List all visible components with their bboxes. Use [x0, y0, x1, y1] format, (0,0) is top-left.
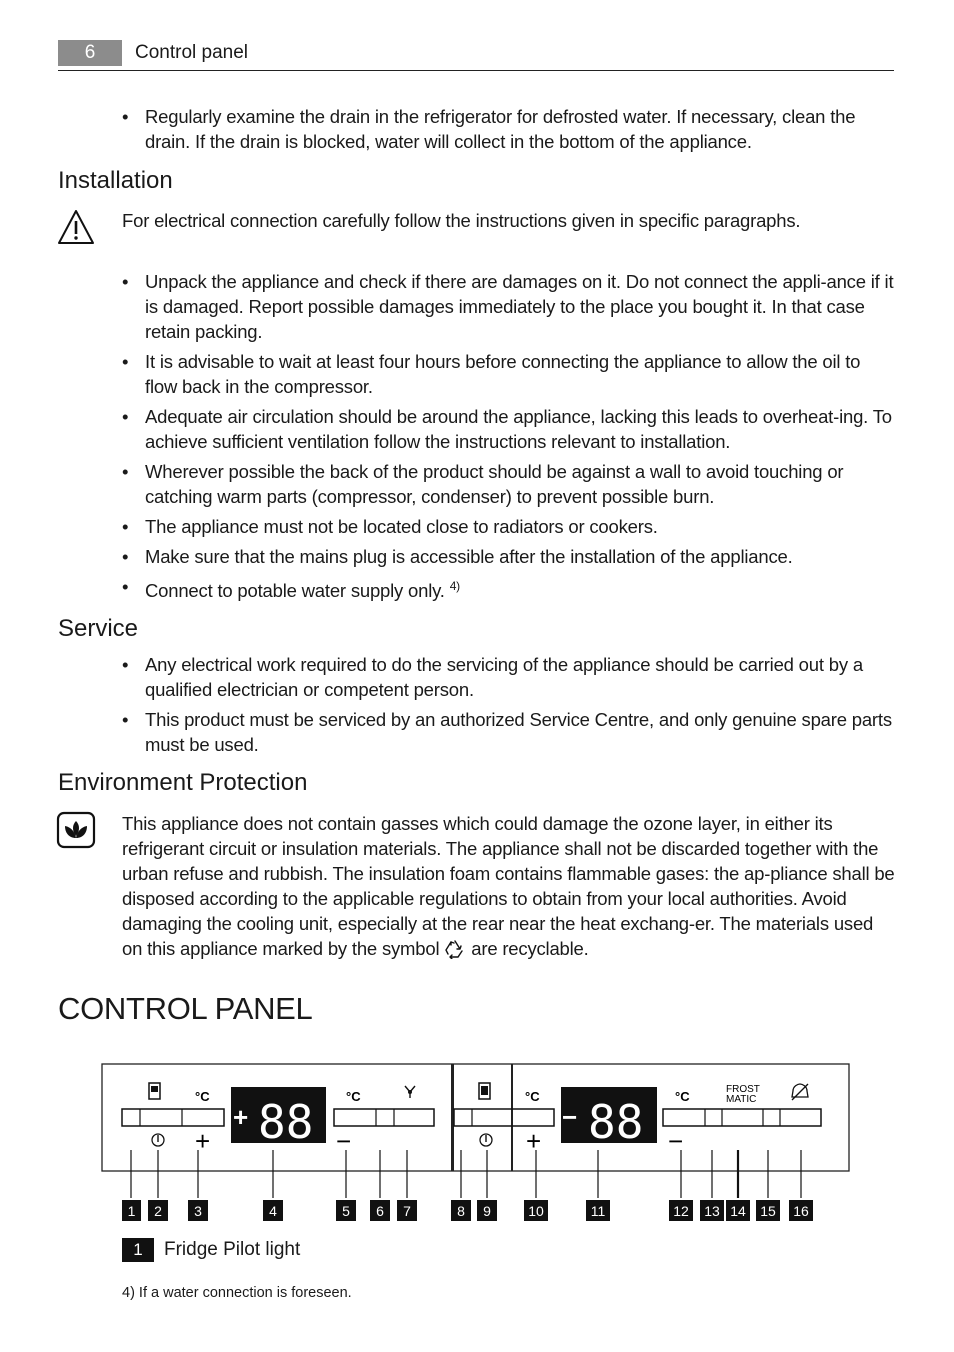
environment-paragraph — [122, 811, 897, 961]
callout-number: 7 — [403, 1203, 411, 1219]
list-item-text: Connect to potable water supply only. — [145, 580, 445, 602]
callout-number: 5 — [342, 1203, 350, 1219]
callout-number: 3 — [194, 1203, 202, 1219]
minus-icon-left: − — [336, 1126, 352, 1156]
celsius-label-right-2: °C — [675, 1089, 690, 1104]
list-item: • Make sure that the mains plug is accessible after the installation of the appliance. — [122, 544, 897, 569]
footnote: 4) If a water connection is foreseen. — [122, 1285, 352, 1301]
list-item: • Adequate air circulation should be around the appliance, lacking this leads to overheat-ing. To achieve sufficient ventilation follow the instructions relevant to installation. — [122, 404, 897, 454]
callout-number: 11 — [590, 1203, 606, 1219]
list-item — [122, 574, 897, 603]
page-number: 6 — [58, 40, 122, 66]
display-digits-left: 88 — [258, 1095, 314, 1149]
callout-number: 14 — [730, 1203, 746, 1219]
panel-divider-small — [511, 1064, 513, 1171]
running-title: Control panel — [135, 42, 249, 63]
list-item: • Regularly examine the drain in the refrigerator for defrosted water. If necessary, clean the drain. If the drain is blocked, water will collect in the bottom of the appliance. — [122, 104, 897, 154]
display-digits-right: 88 — [588, 1095, 644, 1149]
plus-icon-right: + — [526, 1126, 542, 1156]
frost-label: FROST — [726, 1084, 760, 1095]
legend-row — [122, 1237, 300, 1263]
callout-number: 1 — [127, 1203, 136, 1219]
display-plus: + — [233, 1102, 249, 1132]
callout-number: 6 — [376, 1203, 384, 1219]
environment-text-end: are recyclable. — [471, 938, 589, 959]
installation-bullet-list — [122, 269, 897, 608]
installation-warning: For electrical connection carefully follow the instructions given in specific paragraphs. — [122, 210, 801, 231]
environment-text: This appliance does not contain gasses which could damage the ozone layer, in either its refrigerant circuit or insulation materials. The appliance shall not be discarded together with the urban refuse and rubbish. The insulation foam contains flammable gases: the ap-pliance shall be disposed according to the applicable regulations to obtain from your local authorities. Avoid damaging the cooling unit, especially at the rear near the heat exchang-er. The materials used on this appliance marked by the symbol — [122, 813, 895, 959]
celsius-label-left: °C — [195, 1089, 210, 1104]
matic-label: MATIC — [726, 1094, 757, 1105]
footnote-ref: 4) — [449, 579, 460, 593]
callout-number: 13 — [704, 1203, 720, 1219]
callout-number: 9 — [483, 1203, 491, 1219]
callout-number: 12 — [673, 1203, 689, 1219]
plus-icon-left: + — [195, 1126, 211, 1156]
callout-tags — [122, 1200, 813, 1221]
callout-number: 4 — [269, 1203, 277, 1219]
legend-number: 1 — [122, 1238, 154, 1262]
service-heading: Service — [58, 615, 139, 642]
callout-number: 10 — [528, 1203, 544, 1219]
list-item: • It is advisable to wait at least four hours before connecting the appliance to allow the oil to flow back in the compressor. — [122, 349, 897, 399]
callout-number: 16 — [793, 1203, 809, 1219]
recycle-icon — [444, 939, 466, 959]
list-item: • Wherever possible the back of the product should be against a wall to avoid touching or catching warm parts (compressor, condenser) to prevent possible burn. — [122, 459, 897, 509]
header-rule — [58, 70, 894, 71]
minus-icon-right: − — [668, 1126, 684, 1156]
intro-bullet-list — [122, 104, 897, 159]
environment-heading: Environment Protection — [58, 769, 308, 796]
environment-icon — [56, 811, 96, 854]
legend-label: Fridge Pilot light — [164, 1239, 301, 1260]
callout-number: 8 — [457, 1203, 465, 1219]
celsius-label-freezer: °C — [346, 1089, 361, 1104]
callout-number: 2 — [154, 1203, 162, 1219]
control-panel-heading: CONTROL PANEL — [58, 991, 313, 1026]
installation-heading: Installation — [58, 167, 173, 194]
celsius-label-right: °C — [525, 1089, 540, 1104]
list-item: • The appliance must not be located close to radiators or cookers. — [122, 514, 897, 539]
callout-number: 15 — [760, 1203, 776, 1219]
warning-icon — [56, 208, 96, 251]
control-panel-diagram — [100, 1062, 852, 1242]
list-item: • Unpack the appliance and check if there are damages on it. Do not connect the appli-ance if it is damaged. Report possible damages immediately to the place you bought it. In that case retain packing. — [122, 269, 897, 344]
list-item: • Any electrical work required to do the servicing of the appliance should be carried out by a qualified electrician or competent person. — [122, 652, 897, 702]
service-bullet-list — [122, 652, 897, 762]
list-item: • This product must be serviced by an authorized Service Centre, and only genuine spare parts must be used. — [122, 707, 897, 757]
display-minus: − — [562, 1102, 578, 1132]
